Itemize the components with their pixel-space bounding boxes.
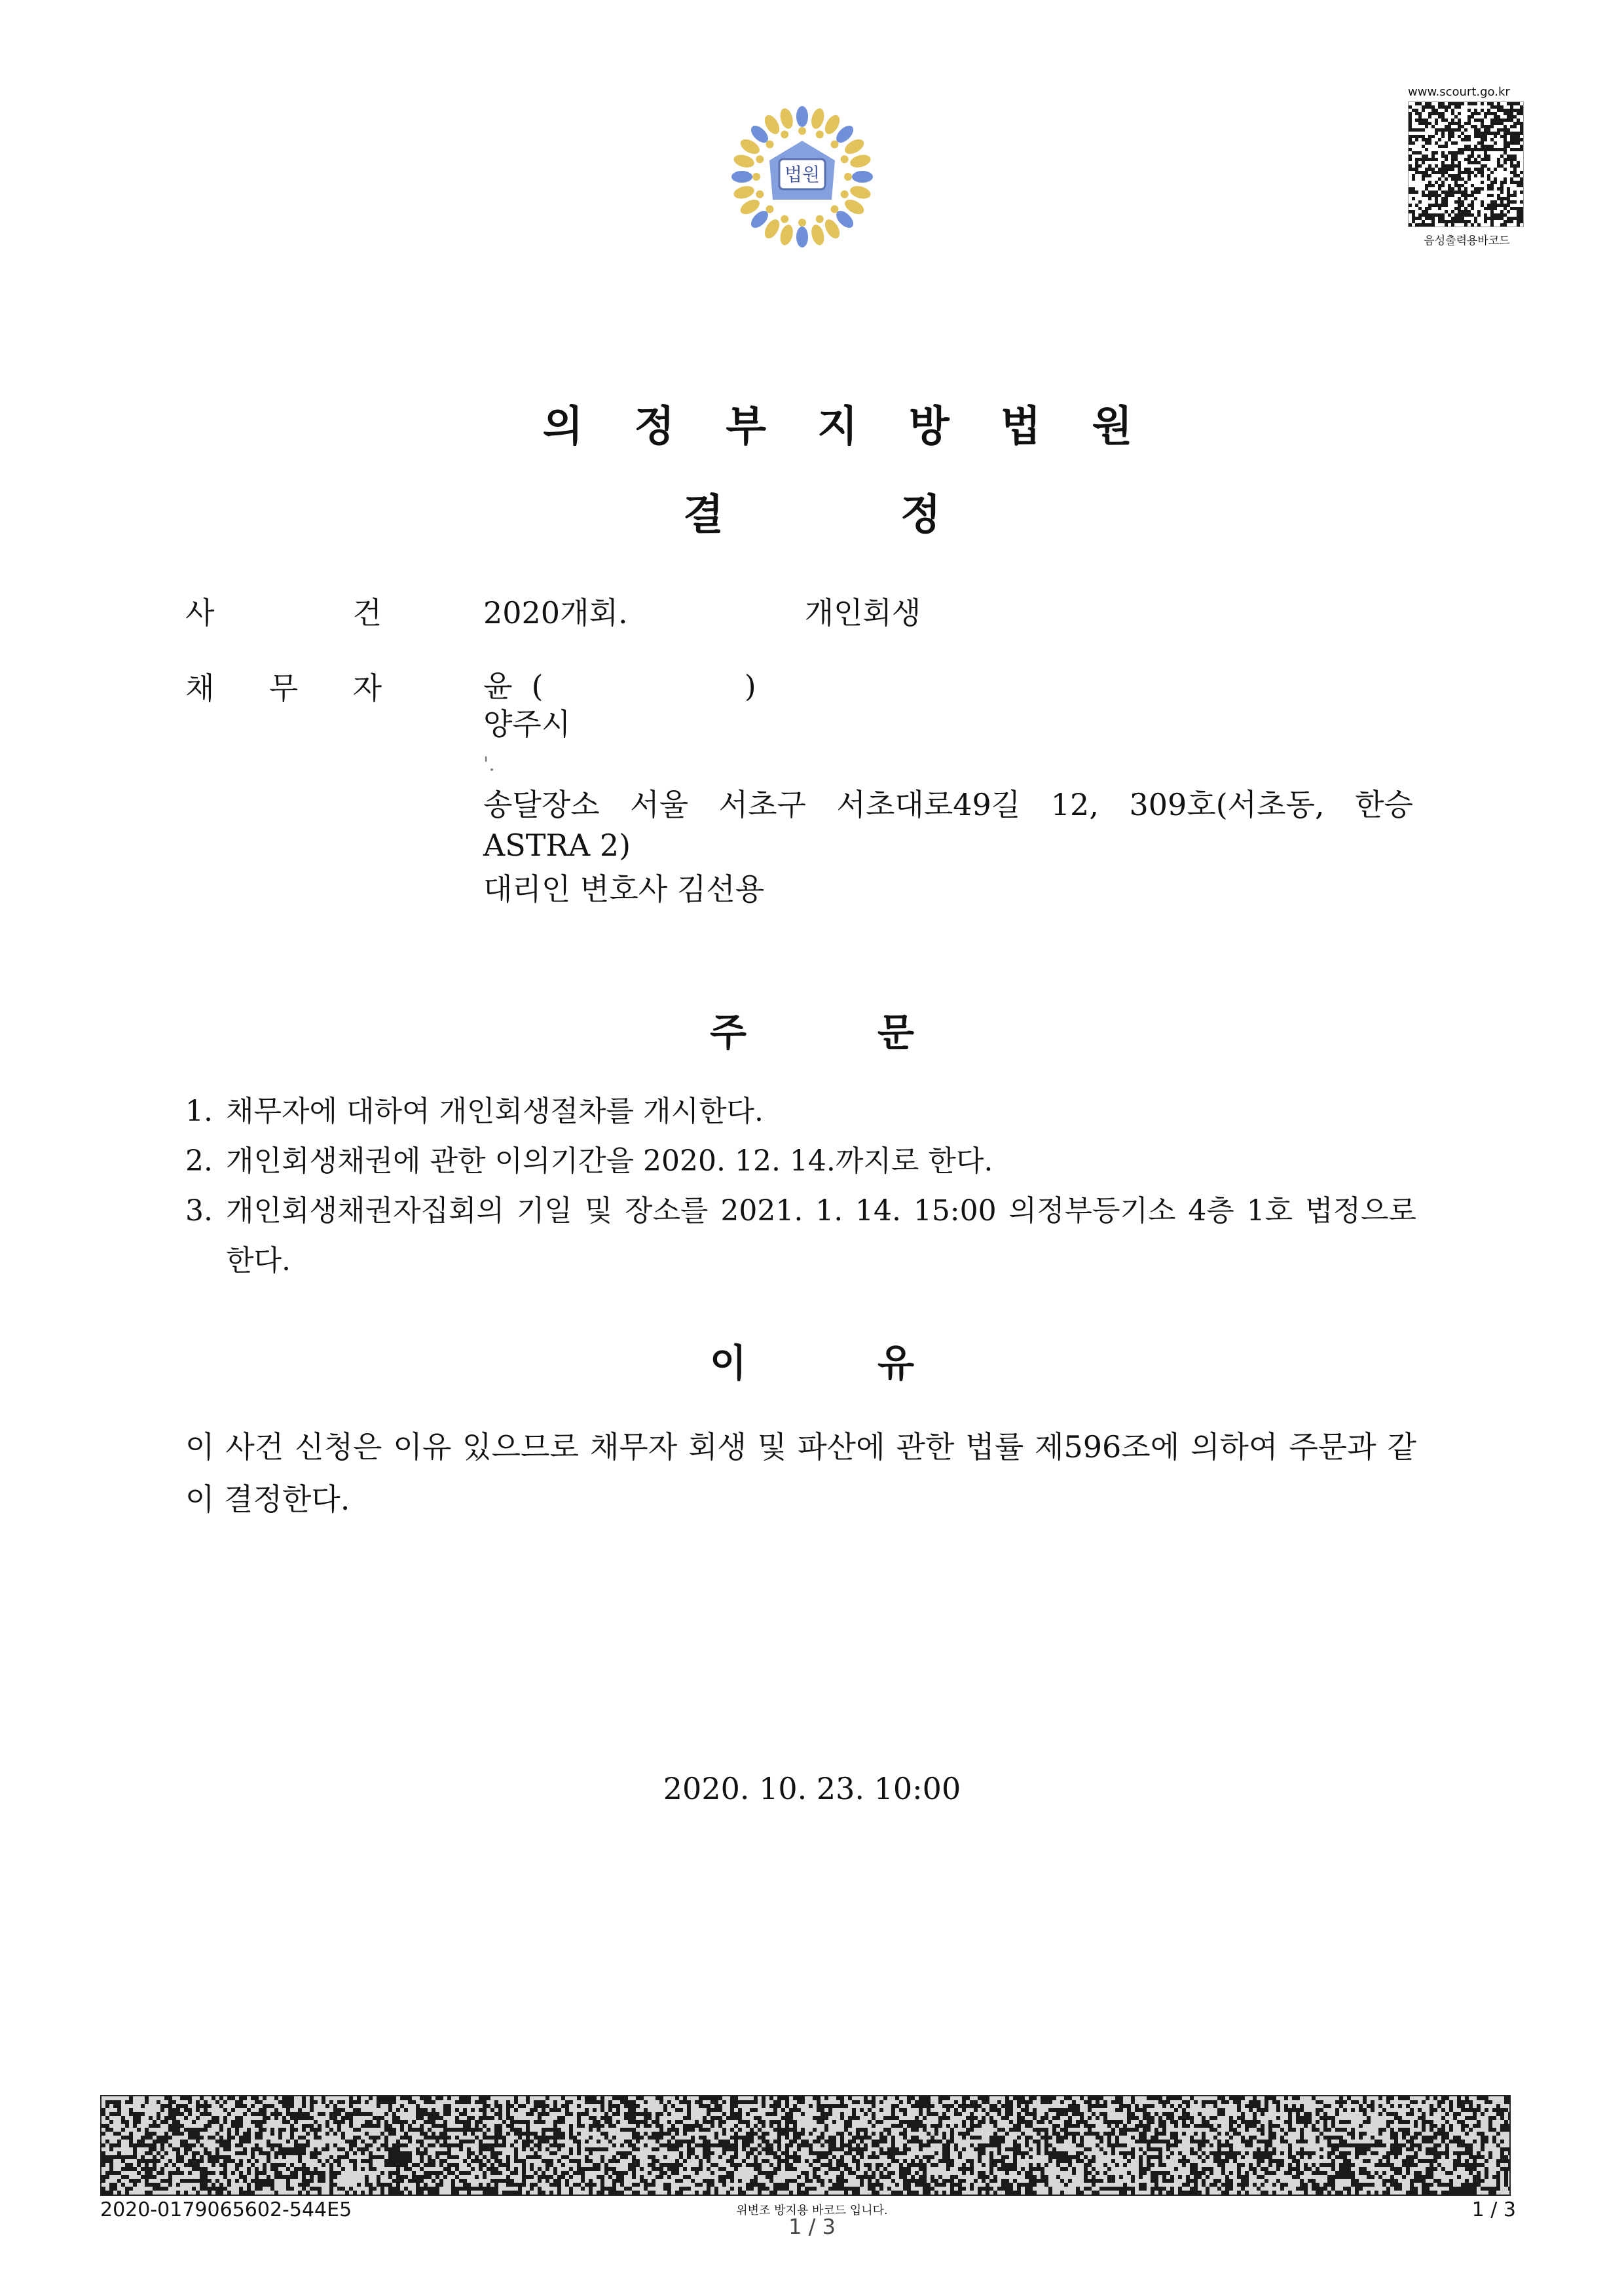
case-number: 2020개회. (483, 595, 628, 630)
document-title-right: 정 (900, 491, 941, 539)
ruling-item (185, 1137, 1416, 1186)
case-label-char: 사 (185, 595, 215, 630)
service-address-part: 서울 (630, 787, 689, 822)
page-number-right: 1 / 3 (1471, 2198, 1516, 2221)
case-type: 개인회생 (804, 595, 921, 630)
case-label (185, 589, 382, 632)
reason-heading-right: 유 (877, 1341, 915, 1385)
qr-caption: 음성출력용바코드 (1424, 234, 1510, 247)
qr-code-block (1408, 85, 1526, 247)
ruling-item-number: 2. (185, 1144, 213, 1178)
qr-code-pattern (1409, 102, 1523, 227)
ruling-item-number: 1. (185, 1095, 213, 1128)
service-address-part: 서초구 (718, 787, 806, 822)
barcode-notice: 위변조 방지용 바코드 입니다. (736, 2204, 888, 2217)
ruling-heading-right: 문 (877, 1010, 915, 1055)
case-value (483, 589, 921, 632)
anti-forgery-barcode (100, 2095, 1511, 2196)
service-address-line2: ASTRA 2) (483, 828, 631, 863)
ruling-item-text: 채무자에 대하여 개인회생절차를 개시한다. (226, 1095, 764, 1128)
debtor-name: 윤 ( ) (483, 668, 756, 704)
court-name: 의정부지방법원 (542, 403, 1184, 451)
service-label: 송달장소 (483, 787, 600, 822)
legal-agent: 대리인 변호사 김선용 (483, 871, 765, 907)
service-address (483, 784, 1413, 866)
page-number-center: 1 / 3 (788, 2214, 836, 2239)
debtor-label (185, 665, 382, 708)
document-id: 2020-0179065602-544E5 (100, 2198, 352, 2221)
reason-heading-left: 이 (709, 1341, 747, 1385)
service-address-part: 309호(서초동, (1129, 787, 1325, 822)
reason-heading (0, 1332, 1624, 1387)
ruling-list (185, 1087, 1416, 1286)
ruling-item-text: 개인회생채권에 관한 이의기간을 2020. 12. 14.까지로 한다. (226, 1144, 993, 1178)
debtor-label-char: 자 (352, 670, 382, 706)
barcode-pattern (101, 2096, 1509, 2195)
ruling-item-number: 3. (185, 1194, 213, 1228)
service-address-part: 12, (1050, 787, 1099, 822)
debtor-label-char: 채 (185, 670, 215, 706)
case-label-char: 건 (352, 595, 382, 630)
ruling-heading (0, 1002, 1624, 1057)
ruling-item (185, 1087, 1416, 1137)
debtor-address-line2: '. (483, 753, 495, 776)
service-address-part: 한승 (1355, 787, 1413, 822)
debtor-label-char: 무 (268, 670, 299, 706)
reason-text: 이 사건 신청은 이유 있으므로 채무자 회생 및 파산에 관한 법률 제596조에 의하여 주문과 같이 결정한다. (185, 1429, 1416, 1517)
seal-text: 법원 (784, 164, 821, 185)
service-address-line1 (483, 784, 1413, 825)
decision-date: 2020. 10. 23. 10:00 (663, 1771, 961, 1806)
debtor-address: 양주시 (483, 706, 571, 742)
qr-code (1408, 101, 1524, 227)
qr-url: www.scourt.go.kr (1408, 85, 1510, 99)
court-seal-icon (727, 101, 877, 252)
document-title (0, 481, 1624, 541)
service-address-part: 서초대로49길 (836, 787, 1021, 822)
court-seal-logo (727, 101, 877, 252)
document-title-left: 결 (683, 491, 724, 539)
ruling-item-text: 개인회생채권자집회의 기일 및 장소를 2021. 1. 14. 15:00 의정부등기소 4층 1호 법정으로 한다. (226, 1194, 1416, 1277)
ruling-heading-left: 주 (709, 1010, 747, 1055)
ruling-item (185, 1186, 1416, 1286)
